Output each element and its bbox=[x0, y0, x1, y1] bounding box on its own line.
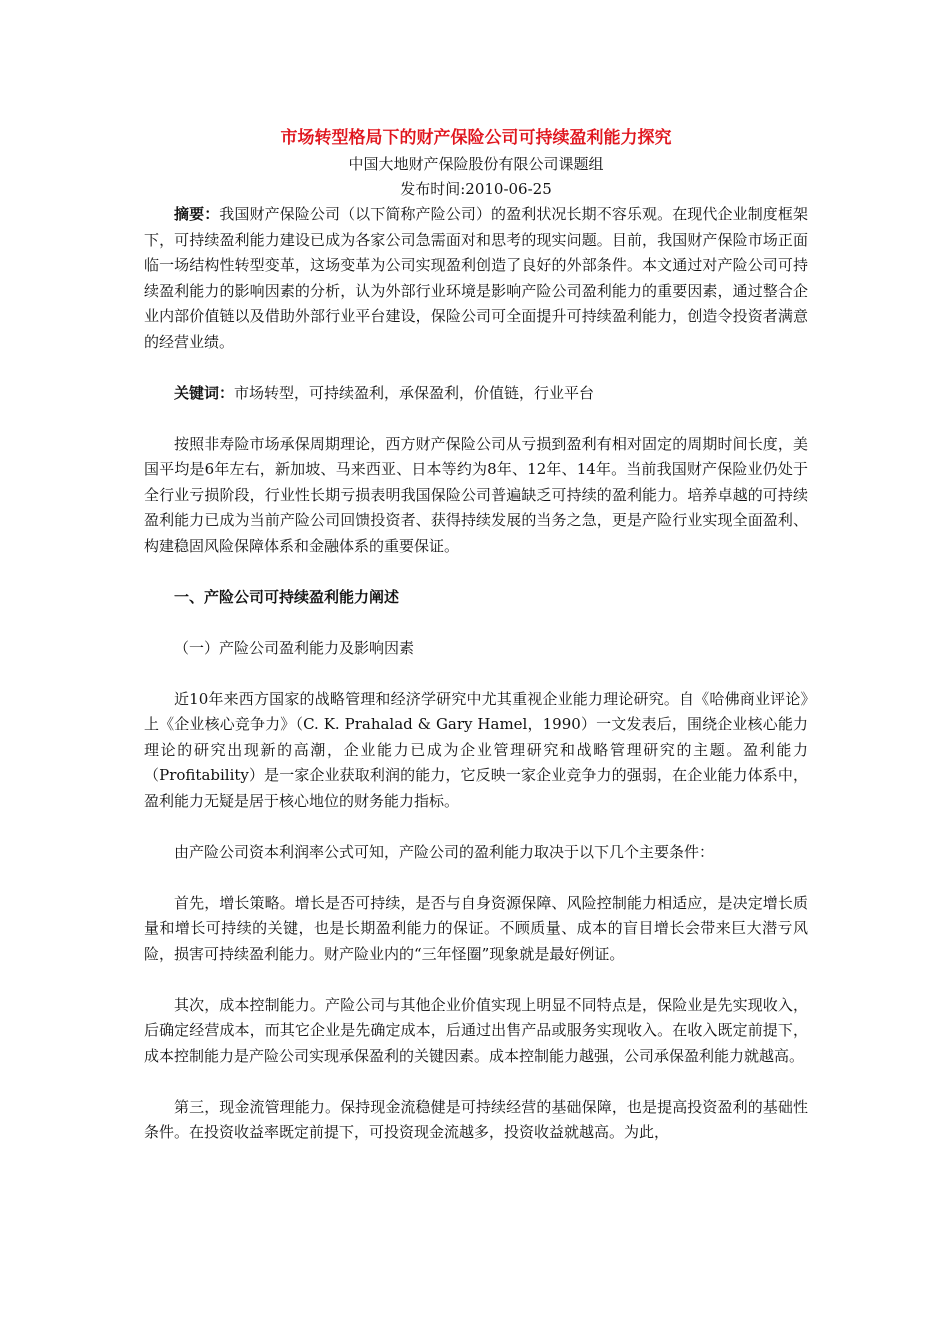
keywords-paragraph bbox=[144, 381, 808, 407]
publish-date: 发布时间:2010-06-25 bbox=[400, 180, 552, 198]
keywords-label: 关键词： bbox=[174, 383, 235, 402]
abstract-text: 我国财产保险公司（以下简称产险公司）的盈利状况长期不容乐观。在现代企业制度框架下，可持续盈利能力建设已成为各家公司急需面对和思考的现实问题。目前，我国财产保险市场正面临一场结构性转型变革，这场变革为公司实现盈利创造了良好的外部条件。本文通过对产险公司可持续盈利能力的影响因素的分析，认为外部行业环境是影响产险公司盈利能力的重要因素，通过整合企业内部价值链以及借助外部行业平台建设，保险公司可全面提升可持续盈利能力，创造令投资者满意的经营业绩。 bbox=[144, 205, 808, 351]
first-condition-paragraph: 首先，增长策略。增长是否可持续，是否与自身资源保障、风险控制能力相适应，是决定增长质量和增长可持续的关键，也是长期盈利能力的保证。不顾质量、成本的盲目增长会带来巨大潜亏风险，损害可持续盈利能力。财产险业内的“三年怪圈”现象就是最好例证。 bbox=[144, 893, 808, 963]
intro-paragraph: 按照非寿险市场承保周期理论，西方财产保险公司从亏损到盈利有相对固定的周期时间长度，美国平均是6年左右，新加坡、马来西亚、日本等约为8年、12年、14年。当前我国财产保险业仍处于全行业亏损阶段，行业性长期亏损表明我国保险公司普遍缺乏可持续的盈利能力。培养卓越的可持续盈利能力已成为当前产险公司回馈投资者、获得持续发展的当务之急，更是产险行业实现全面盈利、构建稳固风险保障体系和金融体系的重要保证。 bbox=[144, 434, 808, 555]
section-heading-1: 一、产险公司可持续盈利能力阐述 bbox=[174, 587, 400, 606]
theory-paragraph: 近10年来西方国家的战略管理和经济学研究中尤其重视企业能力理论研究。自《哈佛商业评论》上《企业核心竞争力》（C. K. Prahalad & Gary Hamel，1990）一文发表后，围绕企业核心能力理论的研究出现新的高潮，企业能力已成为企业管理研究和战略管理研究的主题。盈利能力（Profitability）是一家企业获取利润的能力，它反映一家企业竞争力的强弱，在企业能力体系中，盈利能力无疑是居于核心地位的财务能力指标。 bbox=[144, 689, 808, 810]
keywords-text: 市场转型，可持续盈利，承保盈利，价值链，行业平台 bbox=[234, 383, 595, 402]
second-condition-paragraph: 其次，成本控制能力。产险公司与其他企业价值实现上明显不同特点是，保险业是先实现收入，后确定经营成本，而其它企业是先确定成本，后通过出售产品或服务实现收入。在收入既定前提下，成本控制能力是产险公司实现承保盈利的关键因素。成本控制能力越强，公司承保盈利能力就越高。 bbox=[144, 995, 808, 1065]
abstract-paragraph bbox=[144, 202, 808, 355]
document-page bbox=[144, 124, 808, 1146]
subsection-heading-1: （一）产险公司盈利能力及影响因素 bbox=[174, 638, 415, 657]
formula-paragraph: 由产险公司资本利润率公式可知，产险公司的盈利能力取决于以下几个主要条件： bbox=[174, 842, 715, 861]
document-title: 市场转型格局下的财产保险公司可持续盈利能力探究 bbox=[280, 128, 672, 148]
third-condition-paragraph: 第三，现金流管理能力。保持现金流稳健是可持续经营的基础保障，也是提高投资盈利的基础性条件。在投资收益率既定前提下，可投资现金流越多，投资收益就越高。为此， bbox=[144, 1097, 808, 1141]
abstract-label: 摘要： bbox=[174, 205, 220, 223]
author-line: 中国大地财产保险股份有限公司课题组 bbox=[348, 155, 604, 173]
